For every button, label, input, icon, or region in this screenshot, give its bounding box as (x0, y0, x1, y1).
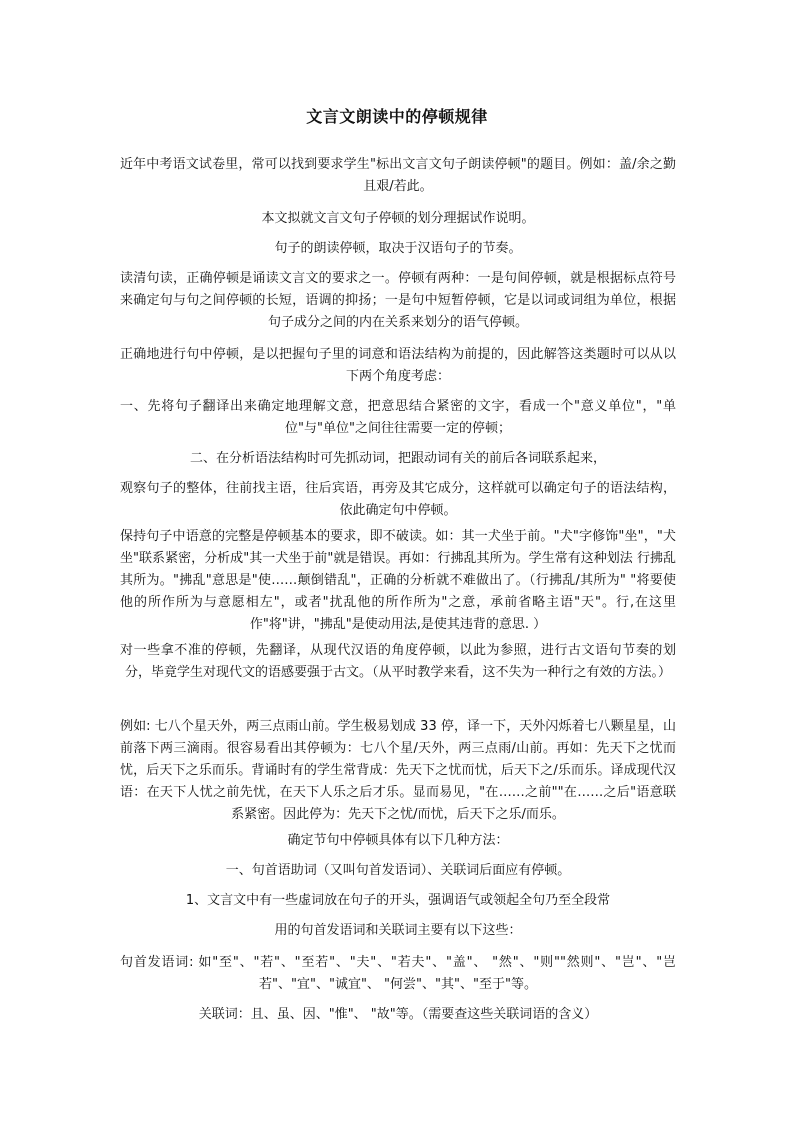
paragraph-examples: 例如: 七八个星天外，两三点雨山前。学生极易划成 33 停，译一下，天外闪烁着七八颗星星，山前落下两三滴雨。很容易看出其停顿为：七八个星/天外，两三点雨/山前。再如：先天下之忧而忧，后天下之乐而乐。背诵时有的学生常背成：先天下之忧而忧，后天下之/乐而乐。译成现代汉语：在天下人忧之前先忧，在天下人乐之后才乐。显而易见，"在……之前""在……之后"语意联系紧密。因此停为：先天下之忧/而忧，后天下之乐/而乐。 (120, 719, 676, 822)
paragraph-initial-particles: 句首发语词: 如"至"、"若"、"至若"、"夫"、"若夫"、"盖"、 "然"、"则""然则"、"岂"、"岂若"、"宜"、"诚宜"、 "何尝"、"其"、"至于"等。 (120, 955, 676, 992)
paragraph-methods-intro: 确定节句中停顿具体有以下几种方法： (287, 833, 509, 848)
paragraph-purpose: 本文拟就文言文句子停顿的划分理据试作说明。 (261, 211, 535, 226)
page-title: 文言文朗读中的停顿规律 (306, 107, 488, 126)
paragraph-angle-one: 一、先将句子翻译出来确定地理解文意，把意思结合紧密的文字，看成一个"意义单位"，"单位"与"单位"之间往往需要一定的停顿； (120, 399, 676, 436)
paragraph-angle-two: 二、在分析语法结构时可先抓动词，把跟动词有关的前后各词联系起来， (189, 451, 606, 466)
paragraph-rhythm: 句子的朗读停顿，取决于汉语句子的节奏。 (274, 241, 522, 256)
paragraph-function-words: 1、文言文中有一些虚词放在句子的开头，强调语气或领起全句乃至全段常 (185, 893, 611, 908)
paragraph-common-words: 用的句首发语词和关联词主要有以下这些： (274, 923, 522, 938)
paragraph-observe-structure: 观察句子的整体，往前找主语，往后宾语，再旁及其它成分，这样就可以确定句子的语法结构，依此确定句中停顿。 (120, 481, 676, 518)
paragraph-conjunctions: 关联词：且、虽、因、"惟"、 "故"等。（需要查这些关联词语的含义） (198, 1007, 598, 1022)
paragraph-two-pause-types: 读清句读，正确停顿是诵读文言文的要求之一。停顿有两种：一是句间停顿，就是根据标点符号来确定句与句之间停顿的长短，语调的抑扬；一是句中短暂停顿，它是以词或词组为单位，根据句子成分之间的内在关系来划分的语气停顿。 (120, 271, 676, 330)
paragraph-keep-meaning: 保持句子中语意的完整是停顿基本的要求，即不破读。如：其一犬坐于前。"犬"字修饰"坐"，"犬坐"联系紧密，分析成"其一犬坐于前"就是错误。再如：行拂乱其所为。学生常有这种划法 行拂乱其所为。"拂乱"意思是"使……颠倒错乱"，正确的分析就不难做出了。（行拂乱/其所为" "将要使他的所作所为与意愿相左"，或者"扰乱他的所作所为"之意，承前省略主语"天"。行,在这里作"将"讲，"拂乱"是使动用法,是使其违背的意思. ） (120, 529, 676, 632)
paragraph-method-one: 一、句首语助词（又叫句首发语词）、关联词后面应有停顿。 (225, 863, 571, 878)
paragraph-intro-example: 近年中考语文试卷里，常可以找到要求学生"标出文言文句子朗读停顿"的题目。例如：盖/余之勤且艰/若此。 (120, 157, 676, 194)
paragraph-translate-first: 对一些拿不准的停顿，先翻译，从现代汉语的角度停顿，以此为参照，进行古文语句节奏的划分，毕竟学生对现代文的语感要强于古文。（从平时教学来看，这不失为一种行之有效的方法。） (120, 643, 676, 680)
paragraph-correct-pause: 正确地进行句中停顿，是以把握句子里的词意和语法结构为前提的，因此解答这类题时可以从以下两个角度考虑： (120, 347, 676, 384)
